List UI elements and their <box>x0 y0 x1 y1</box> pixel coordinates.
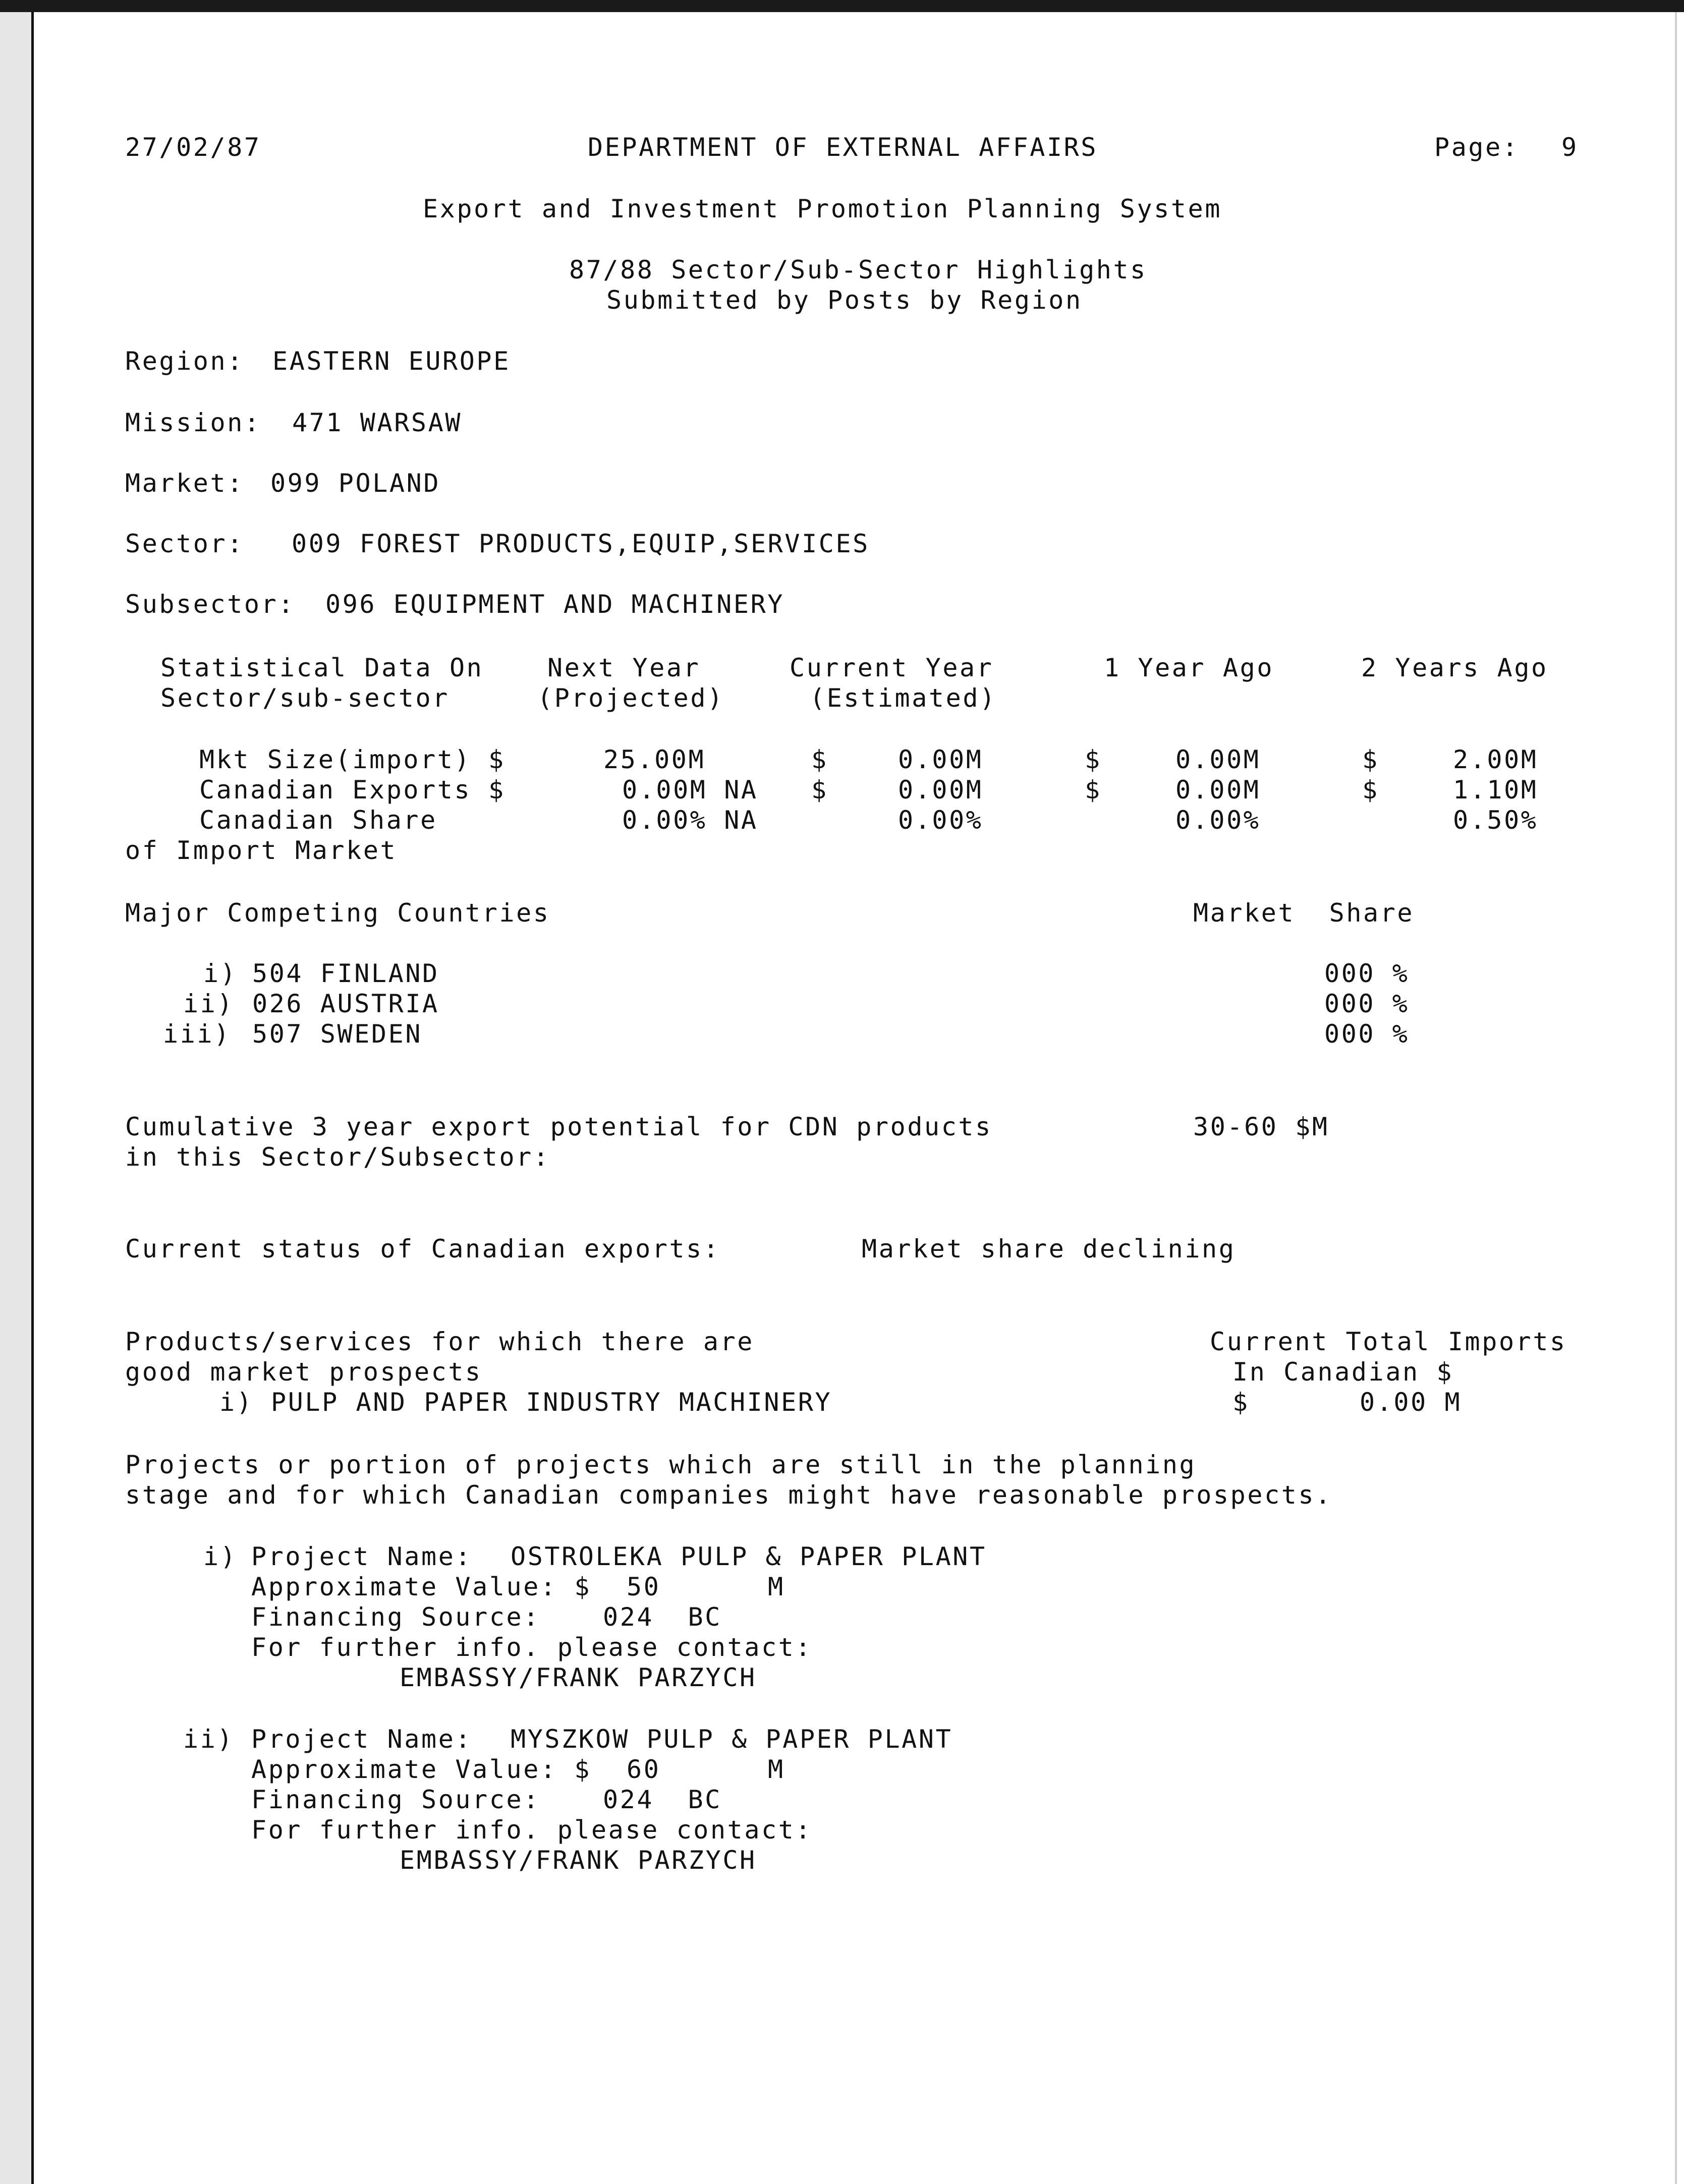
project-2-contact-label: For further info. please contact: <box>251 1815 813 1845</box>
project-2-financing-label: Financing Source: <box>251 1785 540 1814</box>
region-value: EASTERN EUROPE <box>272 347 511 376</box>
competitor-1-country: 504 FINLAND <box>252 959 439 988</box>
sector-value: 009 FOREST PRODUCTS,EQUIP,SERVICES <box>292 529 870 558</box>
scan-right-edge-line <box>1675 12 1677 2184</box>
scan-top-border <box>0 0 1684 12</box>
row-cdn-exports-2-years-ago: 1.10M <box>1453 775 1538 804</box>
cumulative-potential-line1: Cumulative 3 year export potential for CDN products <box>125 1112 992 1141</box>
mission-value: 471 WARSAW <box>292 408 463 437</box>
products-heading-line1: Products/services for which there are <box>125 1327 754 1356</box>
stats-heading-line2: Sector/sub-sector <box>160 683 450 713</box>
project-1-name: OSTROLEKA PULP & PAPER PLANT <box>511 1542 987 1571</box>
row-cdn-share-label: Canadian Share <box>199 806 437 835</box>
row-mkt-size-2-years-ago: 2.00M <box>1453 745 1538 774</box>
project-1-number: i) <box>203 1542 238 1571</box>
project-1-contact-label: For further info. please contact: <box>251 1633 813 1662</box>
market-share-heading: Market Share <box>1193 898 1415 928</box>
scan-left-margin <box>0 12 32 2184</box>
product-1-imports-value: 0.00 M <box>1360 1388 1462 1417</box>
row-cdn-exports-next-year: 0.00M NA <box>622 775 758 804</box>
export-status-value: Market share declining <box>862 1234 1236 1263</box>
market-value: 099 POLAND <box>270 469 441 498</box>
report-subtitle: Submitted by Posts by Region <box>606 285 1083 315</box>
stats-heading-line1: Statistical Data On <box>160 653 484 682</box>
subsector-value: 096 EQUIPMENT AND MACHINERY <box>325 590 784 619</box>
row-mkt-size-1yr-currency: $ <box>1085 745 1102 774</box>
competitor-3-share: 000 % <box>1324 1019 1410 1049</box>
products-heading-line2: good market prospects <box>125 1357 482 1387</box>
competitor-3-country: 507 SWEDEN <box>252 1019 423 1049</box>
row-mkt-size-current-year: 0.00M <box>898 745 983 774</box>
col-current-year: Current Year <box>790 653 994 682</box>
row-cdn-share-next-year: 0.00% NA <box>622 806 758 835</box>
subsector-label: Subsector: <box>125 590 296 619</box>
project-2-contact: EMBASSY/FRANK PARZYCH <box>400 1846 757 1875</box>
competitor-1-share: 000 % <box>1324 959 1410 988</box>
cumulative-potential-line2: in this Sector/Subsector: <box>125 1142 550 1172</box>
row-cdn-exports-1-year-ago: 0.00M <box>1175 775 1261 804</box>
row-mkt-size-label: Mkt Size(import) $ <box>199 745 506 774</box>
project-2-value: 60 <box>627 1755 661 1784</box>
cumulative-potential-value: 30-60 $M <box>1193 1112 1329 1141</box>
row-cdn-exports-label: Canadian Exports $ <box>199 775 506 804</box>
project-1-value: 50 <box>627 1572 661 1601</box>
sector-label: Sector: <box>125 529 244 558</box>
row-mkt-size-2yr-currency: $ <box>1362 745 1379 774</box>
competitor-2-share: 000 % <box>1324 989 1410 1018</box>
project-1-value-label: Approximate Value: $ <box>251 1572 592 1601</box>
col-next-year-projected: (Projected) <box>537 683 724 713</box>
department-name: DEPARTMENT OF EXTERNAL AFFAIRS <box>588 133 1098 162</box>
region-label: Region: <box>125 347 244 376</box>
row-cdn-share-label-cont: of Import Market <box>125 836 398 865</box>
row-cdn-exports-current-currency: $ <box>811 775 828 804</box>
total-imports-heading-line2: In Canadian $ <box>1232 1357 1454 1387</box>
row-cdn-share-1-year-ago: 0.00% <box>1175 806 1261 835</box>
total-imports-heading-line1: Current Total Imports <box>1210 1327 1567 1356</box>
report-title: 87/88 Sector/Sub-Sector Highlights <box>569 255 1147 284</box>
col-1-year-ago: 1 Year Ago <box>1104 653 1274 682</box>
project-2-financing-source: 024 BC <box>603 1785 722 1814</box>
row-mkt-size-next-year: 25.00M <box>603 745 706 774</box>
col-current-year-estimated: (Estimated) <box>810 683 997 713</box>
export-status-label: Current status of Canadian exports: <box>125 1234 720 1263</box>
project-1-financing-label: Financing Source: <box>251 1602 540 1632</box>
project-2-number: ii) <box>183 1725 235 1754</box>
row-cdn-exports-2yr-currency: $ <box>1362 775 1379 804</box>
competitor-2-number: ii) <box>183 989 235 1018</box>
project-1-value-unit: M <box>768 1572 785 1601</box>
col-2-years-ago: 2 Years Ago <box>1361 653 1548 682</box>
competitor-1-number: i) <box>203 959 238 988</box>
page-label: Page: <box>1434 133 1520 162</box>
row-mkt-size-1-year-ago: 0.00M <box>1175 745 1261 774</box>
projects-intro-line1: Projects or portion of projects which are still in the planning <box>125 1450 1197 1479</box>
col-next-year: Next Year <box>547 653 701 682</box>
report-date: 27/02/87 <box>125 133 261 162</box>
row-cdn-exports-1yr-currency: $ <box>1085 775 1102 804</box>
project-2-value-unit: M <box>768 1755 785 1784</box>
project-2-value-label: Approximate Value: $ <box>251 1755 592 1784</box>
row-cdn-share-2-years-ago: 0.50% <box>1453 806 1538 835</box>
project-1-name-label: Project Name: <box>251 1542 473 1571</box>
product-1-name: PULP AND PAPER INDUSTRY MACHINERY <box>271 1388 832 1417</box>
system-title: Export and Investment Promotion Planning System <box>423 194 1222 223</box>
competitors-heading: Major Competing Countries <box>125 898 550 928</box>
product-1-currency: $ <box>1232 1388 1250 1417</box>
competitor-2-country: 026 AUSTRIA <box>252 989 439 1018</box>
project-1-financing-source: 024 BC <box>603 1602 722 1632</box>
project-1-contact: EMBASSY/FRANK PARZYCH <box>400 1663 757 1692</box>
scan-left-edge-line <box>31 12 34 2184</box>
competitor-3-number: iii) <box>163 1019 231 1049</box>
row-mkt-size-current-currency: $ <box>811 745 828 774</box>
product-1-number: i) <box>219 1388 254 1417</box>
page-number: 9 <box>1561 133 1579 162</box>
market-label: Market: <box>125 469 244 498</box>
row-cdn-share-current-year: 0.00% <box>898 806 983 835</box>
project-2-name-label: Project Name: <box>251 1725 473 1754</box>
mission-label: Mission: <box>125 408 261 437</box>
row-cdn-exports-current-year: 0.00M <box>898 775 983 804</box>
projects-intro-line2: stage and for which Canadian companies might have reasonable prospects. <box>125 1480 1332 1510</box>
project-2-name: MYSZKOW PULP & PAPER PLANT <box>511 1725 953 1754</box>
